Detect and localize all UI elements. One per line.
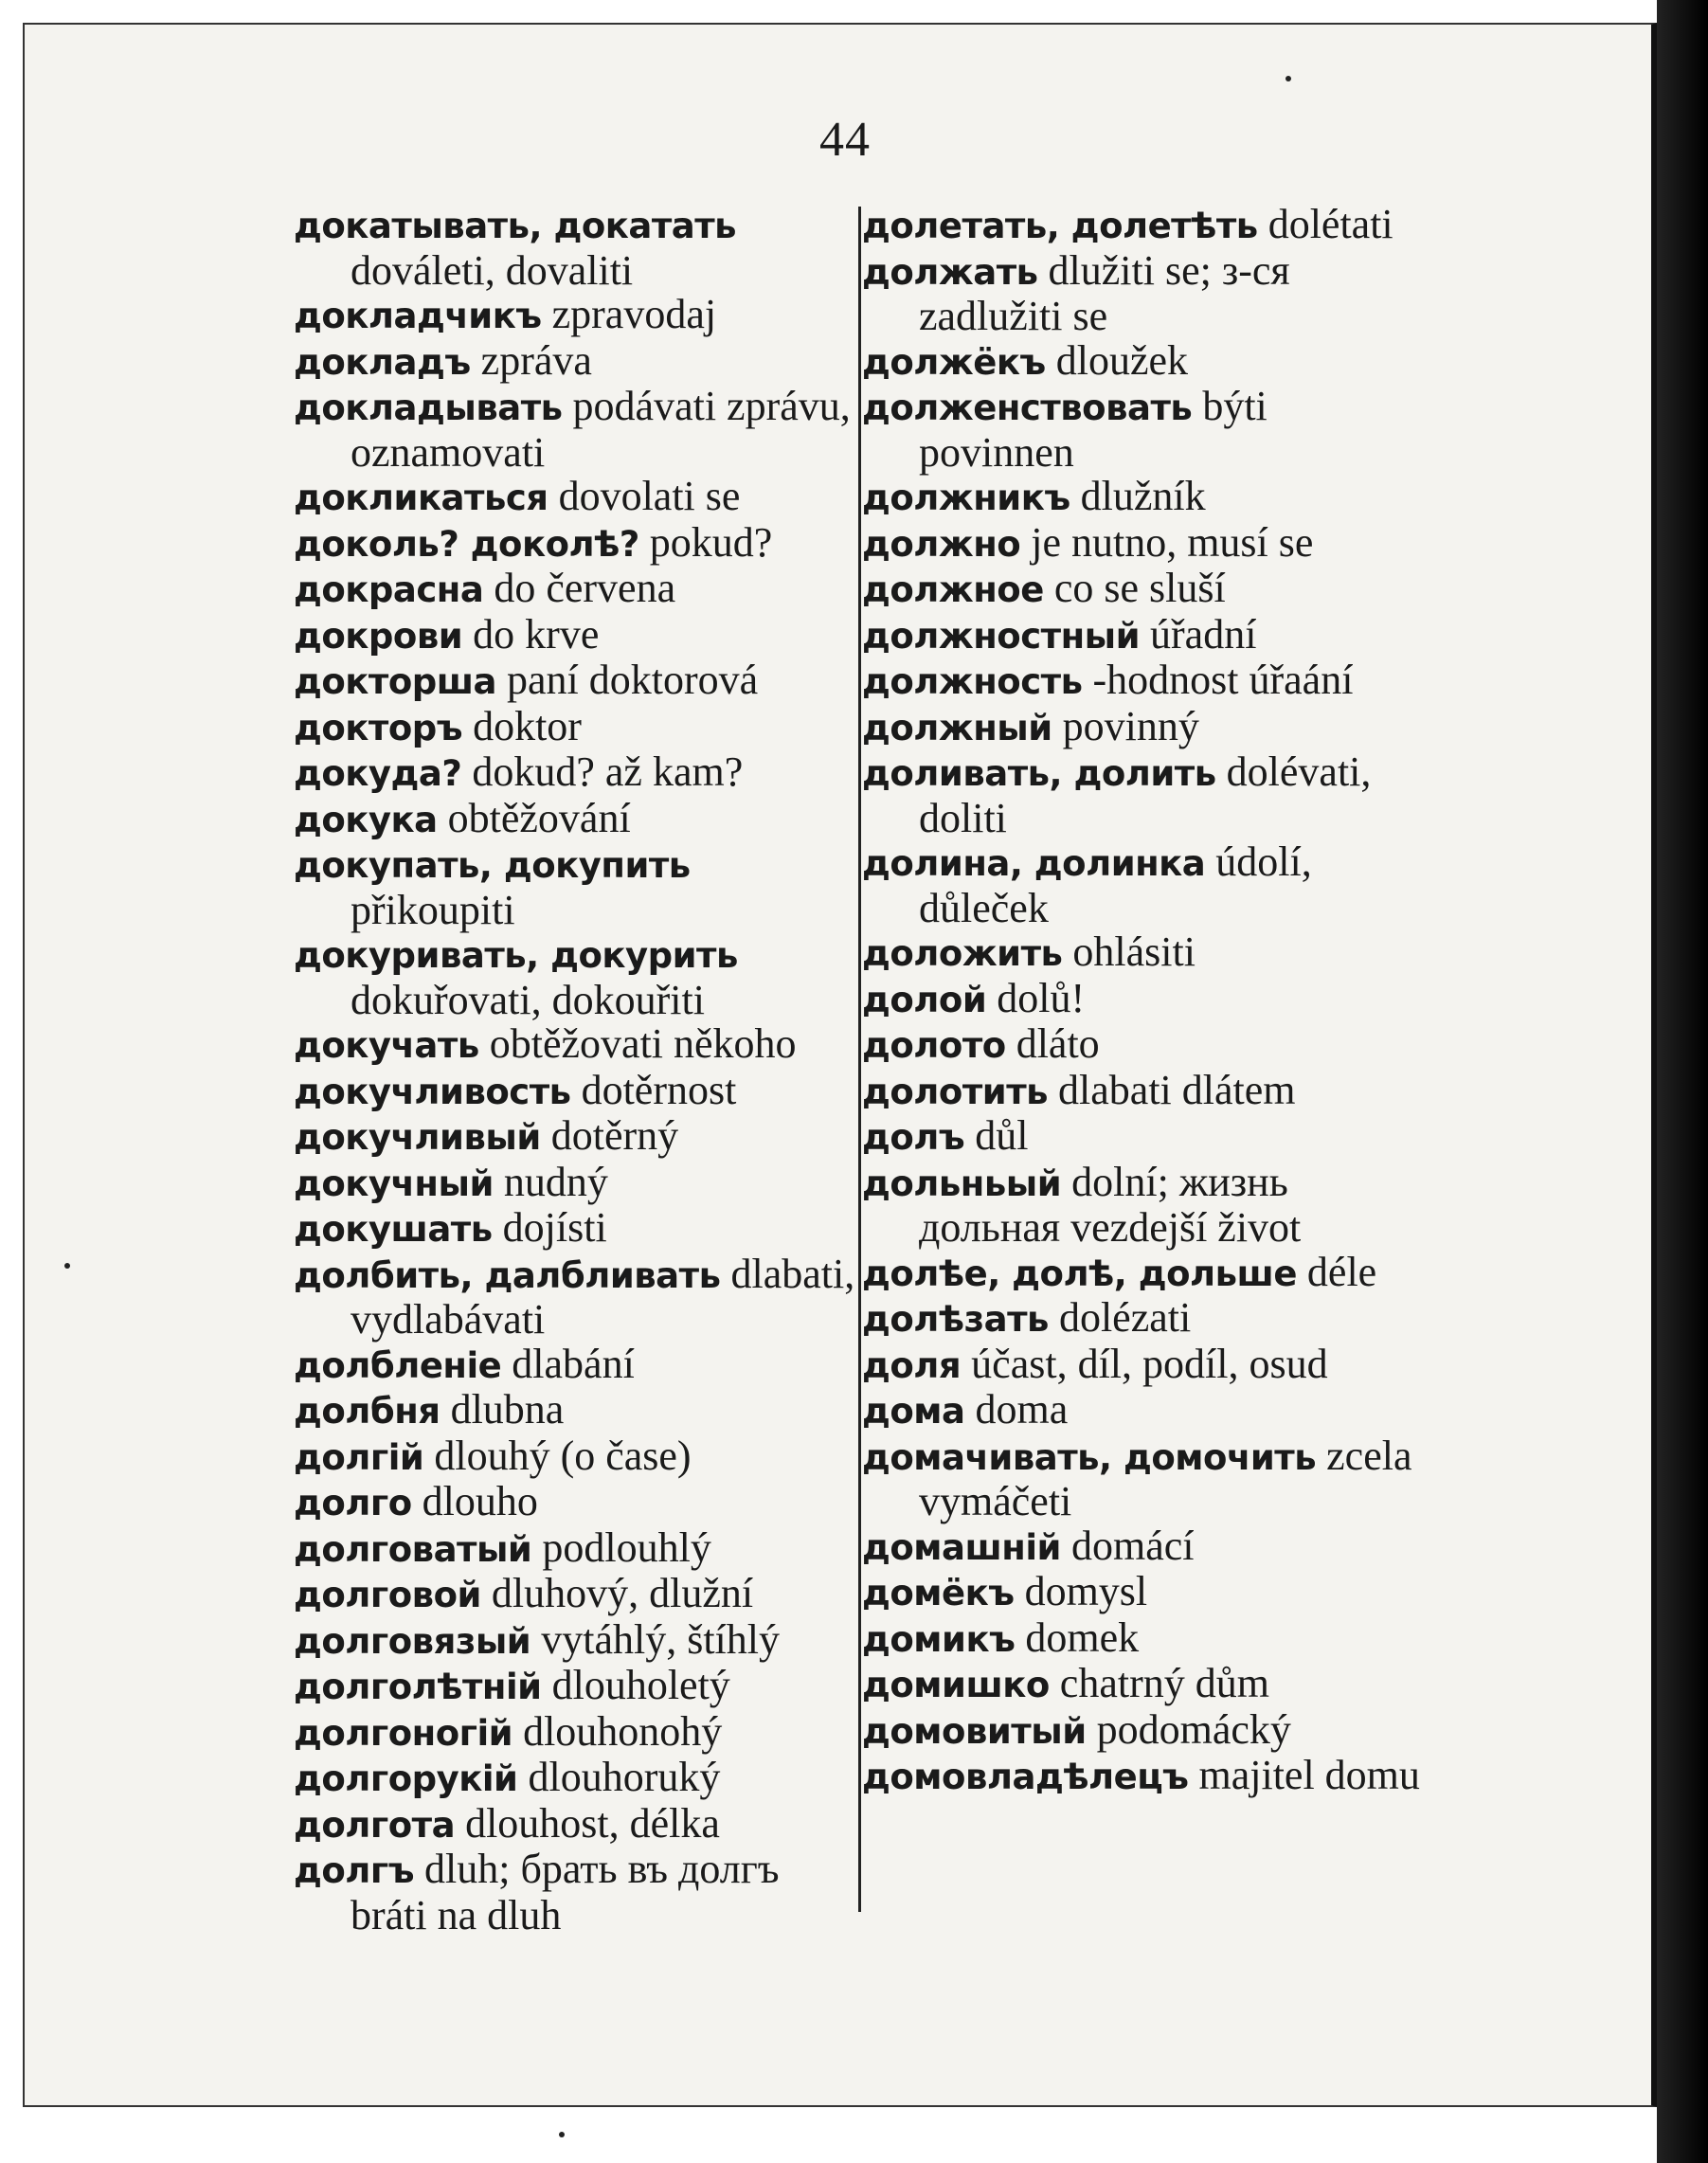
entry-headword: долгорукій xyxy=(294,1758,518,1799)
entry-headword: долгъ xyxy=(294,1850,415,1891)
dictionary-entry xyxy=(294,385,857,475)
entry-translation: údolí, důleček xyxy=(919,838,1312,931)
entry-translation: déle xyxy=(1306,1248,1377,1295)
scan-speck xyxy=(1285,76,1291,81)
dictionary-entry xyxy=(294,610,857,659)
entry-headword: долженствовать xyxy=(862,388,1193,428)
entry-headword: долго xyxy=(294,1483,412,1523)
entry-headword: должность xyxy=(862,661,1083,702)
dictionary-entry xyxy=(862,1022,1430,1069)
entry-translation: dluh; брать въ долгъ bráti na dluh xyxy=(351,1846,780,1938)
dictionary-entry xyxy=(862,1158,1430,1251)
entry-headword: долбить, далбливать xyxy=(294,1254,721,1296)
entry-translation: domácí xyxy=(1070,1522,1195,1569)
dictionary-entry xyxy=(294,1707,857,1757)
dictionary-entry xyxy=(294,1523,857,1573)
entry-translation: -hodnost úřaání xyxy=(1092,657,1354,703)
entry-headword: доколь? доколѣ? xyxy=(294,523,639,565)
entry-headword: доложить xyxy=(862,933,1063,974)
dictionary-entry xyxy=(294,1114,857,1161)
entry-headword: должное xyxy=(862,569,1044,610)
dictionary-entry xyxy=(294,1615,857,1665)
entry-translation: domek xyxy=(1025,1613,1140,1661)
entry-translation: dolévati, doliti xyxy=(919,748,1372,841)
entry-headword: долгоногій xyxy=(294,1712,513,1754)
scan-speck xyxy=(64,1263,70,1269)
page-edge-shadow xyxy=(1657,0,1708,2163)
scan-speck xyxy=(559,2132,565,2137)
dictionary-entry xyxy=(862,1613,1430,1663)
entry-headword: домовладѣлецъ xyxy=(862,1757,1189,1797)
entry-translation: obtěžování xyxy=(447,794,631,841)
dictionary-entry xyxy=(294,1799,857,1848)
page-number: 44 xyxy=(819,113,871,167)
entry-headword: долина, долинка xyxy=(862,843,1206,884)
entry-translation: do krve xyxy=(473,610,600,658)
entry-headword: докторъ xyxy=(294,707,463,748)
dictionary-entry xyxy=(862,1434,1430,1524)
dictionary-entry xyxy=(862,475,1430,521)
entry-translation: podávati zprávu, oznamovati xyxy=(351,383,851,476)
entry-translation: dláto xyxy=(1016,1020,1100,1067)
entry-translation: dotěrnost xyxy=(581,1066,737,1113)
dictionary-entry xyxy=(294,1066,857,1115)
dictionary-entry xyxy=(294,794,857,843)
entry-translation: dolů! xyxy=(997,974,1086,1021)
dictionary-entry xyxy=(862,610,1430,659)
entry-headword: докучный xyxy=(294,1163,494,1204)
entry-headword: долотить xyxy=(862,1071,1049,1112)
left-column xyxy=(294,203,857,1938)
dictionary-entry xyxy=(294,1756,857,1802)
entry-headword: долголѣтній xyxy=(294,1667,542,1707)
dictionary-entry xyxy=(294,1664,857,1710)
entry-translation: povinný xyxy=(1062,702,1199,749)
entry-headword: дольньый xyxy=(862,1163,1062,1204)
dictionary-entry xyxy=(862,1524,1430,1571)
dictionary-entry xyxy=(294,567,857,613)
entry-translation: dlužiti se; з-ся zadlužiti se xyxy=(919,246,1290,339)
dictionary-entry xyxy=(862,1340,1430,1389)
entry-translation: zcela vymáčeti xyxy=(919,1432,1412,1524)
entry-headword: домёкъ xyxy=(862,1573,1015,1613)
entry-translation: účast, díl, podíl, osud xyxy=(971,1340,1328,1387)
entry-headword: дома xyxy=(862,1391,965,1432)
entry-headword: докушать xyxy=(294,1209,493,1250)
entry-headword: докладъ xyxy=(294,341,471,383)
dictionary-entry xyxy=(862,385,1430,475)
entry-translation: zpráva xyxy=(480,336,592,384)
entry-translation: nudný xyxy=(503,1158,608,1205)
entry-translation: dluhový, dlužní xyxy=(491,1570,754,1616)
dictionary-entry xyxy=(294,1206,857,1253)
entry-translation: co se sluší xyxy=(1053,565,1226,611)
entry-translation: paní doktorová xyxy=(507,657,759,703)
entry-translation: dlužník xyxy=(1080,473,1206,519)
entry-headword: должно xyxy=(862,523,1021,565)
right-column xyxy=(862,203,1430,1800)
entry-translation: doktor xyxy=(473,702,582,749)
entry-translation: dotěrný xyxy=(550,1112,679,1159)
dictionary-entry xyxy=(862,567,1430,613)
entry-headword: долговязый xyxy=(294,1620,531,1662)
entry-translation: důl xyxy=(975,1112,1029,1159)
entry-headword: домикъ xyxy=(862,1618,1016,1660)
dictionary-entry xyxy=(862,974,1430,1023)
entry-translation: dolní; жизнь дольная vezdejší život xyxy=(919,1158,1302,1251)
entry-translation: zpravodaj xyxy=(551,291,717,337)
dictionary-entry xyxy=(862,930,1430,977)
entry-translation: dlouho xyxy=(422,1478,538,1524)
dictionary-entry xyxy=(862,1114,1430,1161)
entry-headword: докладчикъ xyxy=(294,296,542,336)
dictionary-entry xyxy=(294,1388,857,1434)
dictionary-entry xyxy=(862,750,1430,840)
entry-translation: majitel domu xyxy=(1198,1752,1420,1798)
entry-headword: доля xyxy=(862,1344,962,1386)
entry-translation: domysl xyxy=(1024,1568,1148,1614)
entry-headword: долетать, долетѣть xyxy=(862,206,1258,246)
entry-translation: dojísti xyxy=(502,1204,607,1251)
entry-translation: obtěžovati někoho xyxy=(489,1020,797,1067)
dictionary-entry xyxy=(294,1848,857,1938)
dictionary-entry xyxy=(862,1388,1430,1434)
entry-translation: dováleti, dovaliti xyxy=(351,246,634,294)
entry-translation: dlouhost, délka xyxy=(465,1799,720,1847)
dictionary-entry xyxy=(294,1572,857,1618)
dictionary-entry xyxy=(294,203,857,293)
entry-translation: pokud? xyxy=(649,518,773,566)
entry-headword: должать xyxy=(862,251,1038,293)
entry-headword: докупать, докупить xyxy=(294,845,691,886)
dictionary-entry xyxy=(862,658,1430,705)
entry-translation: je nutno, musí se xyxy=(1031,518,1314,566)
entry-headword: докликаться xyxy=(294,478,548,518)
entry-translation: doma xyxy=(975,1386,1069,1433)
entry-headword: должёкъ xyxy=(862,341,1046,383)
entry-translation: dloužek xyxy=(1055,336,1189,384)
entry-translation: úřadní xyxy=(1150,610,1257,658)
entry-translation: chatrný dům xyxy=(1059,1660,1269,1706)
dictionary-entry xyxy=(862,1248,1430,1297)
dictionary-entry xyxy=(294,1022,857,1069)
entry-translation: dlubna xyxy=(450,1386,565,1433)
entry-headword: докуда? xyxy=(294,753,462,794)
dictionary-entry xyxy=(294,1250,857,1343)
dictionary-entry xyxy=(294,932,857,1022)
entry-headword: домашній xyxy=(862,1526,1061,1568)
entry-headword: должностный xyxy=(862,615,1141,657)
entry-translation: býti povinnen xyxy=(919,383,1268,476)
entry-headword: должный xyxy=(862,707,1052,748)
entry-headword: докуривать, докурить xyxy=(294,935,738,976)
dictionary-entry xyxy=(294,842,857,932)
entry-translation: dolétati xyxy=(1268,201,1393,247)
entry-headword: долбленіе xyxy=(294,1344,502,1386)
entry-translation: dlouholetý xyxy=(551,1662,730,1708)
entry-headword: долъ xyxy=(862,1117,965,1158)
dictionary-entry xyxy=(294,1480,857,1526)
dictionary-entry xyxy=(862,203,1430,249)
dictionary-entry xyxy=(294,518,857,568)
column-divider xyxy=(858,207,861,1912)
entry-translation: dokuřovati, dokouřiti xyxy=(351,976,705,1023)
dictionary-entry xyxy=(294,1158,857,1207)
dictionary-entry xyxy=(862,518,1430,568)
dictionary-entry xyxy=(294,750,857,797)
entry-translation: dlabání xyxy=(512,1340,635,1387)
dictionary-entry xyxy=(294,336,857,386)
dictionary-entry xyxy=(862,336,1430,386)
dictionary-entry xyxy=(862,1066,1430,1115)
entry-headword: докатывать, докатать xyxy=(294,206,737,246)
entry-translation: dlabati dlátem xyxy=(1058,1066,1296,1113)
dictionary-entry xyxy=(862,840,1430,930)
entry-headword: домачивать, домочить xyxy=(862,1436,1317,1478)
entry-translation: dlouhý (o čase) xyxy=(434,1432,692,1479)
entry-headword: долгій xyxy=(294,1436,424,1478)
entry-headword: докучливый xyxy=(294,1117,541,1158)
entry-translation: dlouhoruký xyxy=(528,1754,721,1800)
entry-headword: долѣе, долѣ, дольше xyxy=(862,1253,1297,1294)
entry-translation: podomácký xyxy=(1096,1705,1291,1753)
entry-translation: ohlásiti xyxy=(1072,928,1196,975)
entry-headword: должникъ xyxy=(862,478,1070,518)
entry-translation: dolézati xyxy=(1058,1294,1192,1341)
dictionary-entry xyxy=(294,658,857,705)
dictionary-entry xyxy=(862,1296,1430,1343)
entry-translation: dlouhonohý xyxy=(523,1707,723,1755)
entry-headword: докрови xyxy=(294,615,463,657)
dictionary-entry xyxy=(294,702,857,751)
dictionary-entry xyxy=(294,1434,857,1481)
entry-translation: dokud? až kam? xyxy=(472,748,744,795)
entry-headword: долговатый xyxy=(294,1528,532,1570)
entry-headword: докладывать xyxy=(294,388,563,428)
entry-translation: dovolati se xyxy=(558,473,741,519)
entry-translation: dlabati, vydlabávati xyxy=(351,1250,855,1343)
entry-headword: долой xyxy=(862,979,987,1020)
dictionary-entry xyxy=(862,1705,1430,1755)
dictionary-entry xyxy=(294,293,857,339)
entry-headword: докторша xyxy=(294,661,497,702)
entry-headword: доливать, долить xyxy=(862,753,1216,794)
entry-translation: do červena xyxy=(494,565,676,611)
entry-headword: докучливость xyxy=(294,1071,571,1112)
dictionary-entry xyxy=(862,702,1430,751)
entry-headword: долговой xyxy=(294,1575,481,1615)
dictionary-entry xyxy=(294,475,857,521)
entry-headword: домовитый xyxy=(862,1710,1087,1752)
dictionary-entry xyxy=(294,1340,857,1389)
dictionary-entry xyxy=(862,1570,1430,1616)
dictionary-entry xyxy=(862,1662,1430,1708)
entry-translation: přikoupiti xyxy=(351,886,515,933)
entry-headword: долѣзать xyxy=(862,1299,1049,1340)
dictionary-entry xyxy=(862,246,1430,339)
entry-translation: vytáhlý, štíhlý xyxy=(541,1615,780,1663)
entry-headword: домишко xyxy=(862,1665,1050,1705)
dictionary-entry xyxy=(862,1754,1430,1800)
entry-headword: долгота xyxy=(294,1804,456,1846)
entry-translation: podlouhlý xyxy=(542,1523,711,1571)
entry-headword: долото xyxy=(862,1025,1006,1066)
entry-headword: докрасна xyxy=(294,569,484,610)
entry-headword: докука xyxy=(294,799,438,840)
entry-headword: долбня xyxy=(294,1391,440,1432)
entry-headword: докучать xyxy=(294,1025,479,1066)
